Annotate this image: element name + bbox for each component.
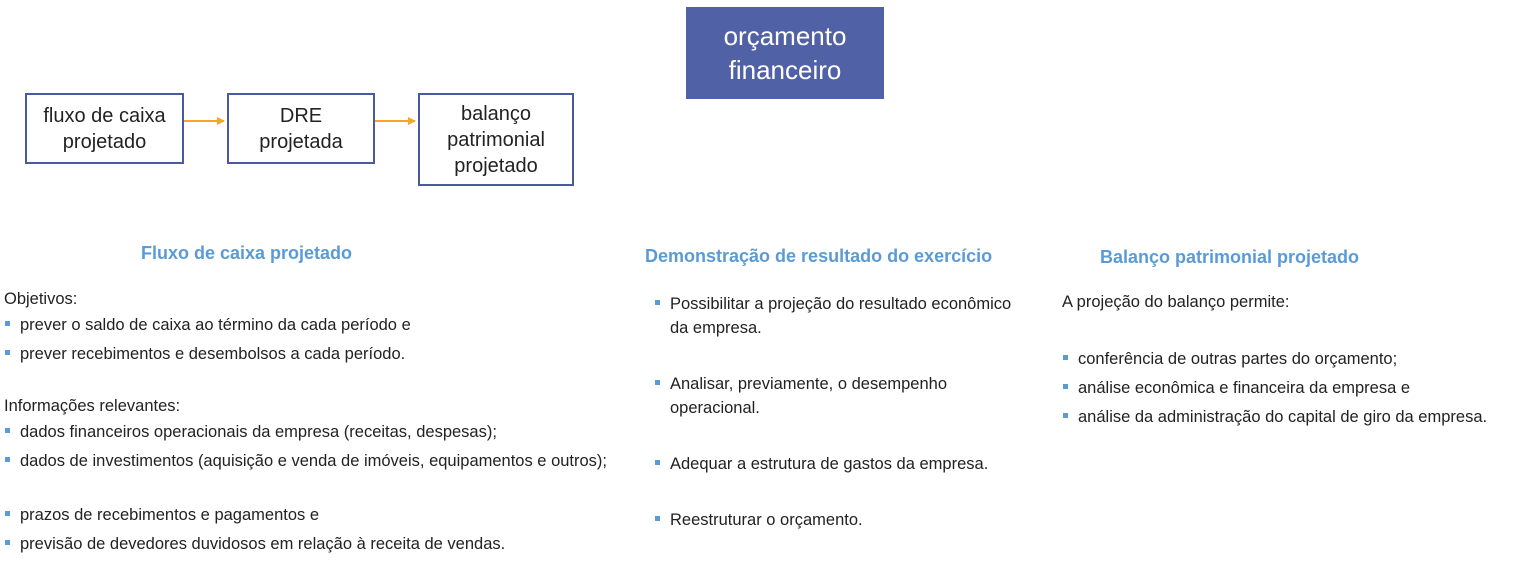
- flow-box-line: DRE: [279, 104, 323, 127]
- flow-box-fluxo-de-caixa: [25, 93, 184, 164]
- list-item: [654, 292, 1014, 340]
- title-line-1: orçamento: [723, 21, 847, 51]
- list-item: [4, 503, 614, 532]
- list-item-text: Analisar, previamente, o desempenho operacional.: [670, 375, 948, 417]
- title-line-2: financeiro: [728, 55, 842, 85]
- square-bullet-icon: [5, 540, 10, 545]
- dre-list: [654, 292, 1014, 532]
- square-bullet-icon: [655, 460, 660, 465]
- square-bullet-icon: [5, 321, 10, 326]
- objectives-label: Objetivos:: [4, 290, 78, 308]
- list-item-text: prazos de recebimentos e pagamentos e: [20, 506, 320, 524]
- flow-box-line: projetado: [454, 154, 538, 177]
- list-item: [4, 532, 614, 561]
- flow-box-balanco: [418, 93, 574, 186]
- square-bullet-icon: [5, 457, 10, 462]
- col1-title: Fluxo de caixa projetado: [141, 243, 353, 263]
- list-item-text: análise econômica e financeira da empresa e: [1078, 379, 1411, 397]
- list-item-text: prever recebimentos e desembolsos a cada período.: [20, 345, 406, 363]
- flow-box-line: projetado: [62, 130, 147, 153]
- col3-content: [1062, 290, 1527, 434]
- list-item-text: dados de investimentos (aquisição e venda de imóveis, equipamentos e outros);: [20, 452, 608, 470]
- flow-box-dre: [227, 93, 375, 164]
- list-item-text: Reestruturar o orçamento.: [670, 511, 863, 529]
- square-bullet-icon: [655, 300, 660, 305]
- col3-title: Balanço patrimonial projetado: [1100, 247, 1360, 267]
- square-bullet-icon: [5, 350, 10, 355]
- col2-title: Demonstração de resultado do exercício: [645, 246, 993, 266]
- square-bullet-icon: [1063, 355, 1068, 360]
- list-item: [654, 372, 1014, 420]
- flow-box-line: projetada: [259, 130, 343, 153]
- balanco-list: [1062, 347, 1527, 434]
- info-list: [4, 420, 614, 561]
- list-item: [1062, 347, 1527, 376]
- square-bullet-icon: [5, 511, 10, 516]
- list-item: [4, 342, 614, 371]
- title-box: [686, 7, 884, 99]
- square-bullet-icon: [5, 428, 10, 433]
- list-item: [1062, 405, 1527, 434]
- col2-content: [654, 292, 1014, 564]
- list-item-text: dados financeiros operacionais da empresa (receitas, despesas);: [20, 423, 497, 441]
- col1-content: [4, 287, 614, 561]
- list-item-text: análise da administração do capital de giro da empresa.: [1078, 408, 1488, 426]
- list-item-text: prever o saldo de caixa ao término da cada período e: [20, 316, 411, 334]
- list-item-text: Adequar a estrutura de gastos da empresa.: [670, 455, 989, 473]
- list-item-text: previsão de devedores duvidosos em relação à receita de vendas.: [20, 535, 506, 553]
- list-item: [1062, 376, 1527, 405]
- info-label: Informações relevantes:: [4, 397, 181, 415]
- square-bullet-icon: [655, 516, 660, 521]
- list-item: [654, 452, 1014, 476]
- flow-box-line: patrimonial: [447, 128, 545, 151]
- objectives-list: [4, 313, 614, 371]
- square-bullet-icon: [655, 380, 660, 385]
- list-item-text: conferência de outras partes do orçamento;: [1078, 350, 1398, 368]
- flow-box-line: fluxo de caixa: [43, 104, 166, 127]
- flow-box-line: balanço: [460, 102, 532, 125]
- list-item-text: Possibilitar a projeção do resultado econômico da empresa.: [670, 295, 1012, 337]
- list-item: [654, 508, 1014, 532]
- square-bullet-icon: [1063, 384, 1068, 389]
- list-item: [4, 449, 614, 503]
- list-item: [4, 313, 614, 342]
- list-item: [4, 420, 614, 449]
- square-bullet-icon: [1063, 413, 1068, 418]
- balanco-intro: A projeção do balanço permite:: [1062, 293, 1290, 311]
